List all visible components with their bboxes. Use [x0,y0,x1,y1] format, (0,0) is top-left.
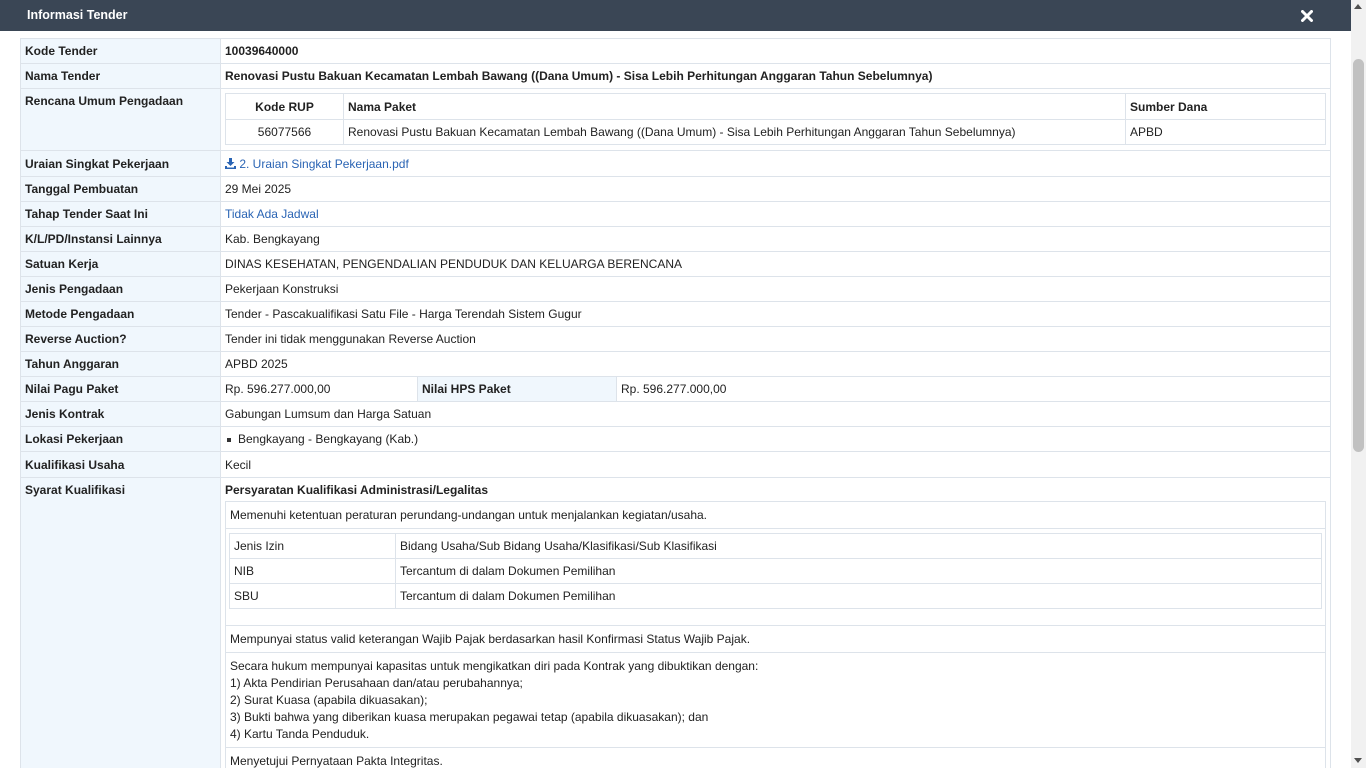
row-tahap [21,202,1331,227]
row-kontrak [21,402,1331,427]
value-kualifikasi: Kecil [221,452,1331,478]
row-metode [21,302,1331,327]
value-reverse: Tender ini tidak menggunakan Reverse Auction [221,327,1331,352]
requirement-pajak: Mempunyai status valid keterangan Wajib Pajak berdasarkan hasil Konfirmasi Status Wajib Pajak. [226,626,1325,653]
scroll-thumb[interactable] [1353,59,1364,452]
modal-header [0,0,1351,31]
value-nama-tender: Renovasi Pustu Bakuan Kecamatan Lembah Bawang ((Dana Umum) - Sisa Lebih Perhitungan Anggaran Tahun Sebelumnya) [221,64,1331,89]
izin-jenis: SBU [230,584,396,609]
rup-header-sumber: Sumber Dana [1126,94,1326,120]
label-instansi: K/L/PD/Instansi Lainnya [21,227,221,252]
row-instansi [21,227,1331,252]
pagu-cell [221,377,1331,402]
modal-title: Informasi Tender [27,8,128,22]
label-syarat: Syarat Kualifikasi [21,478,221,768]
bullet-icon [227,438,231,442]
value-jenis-pengadaan: Pekerjaan Konstruksi [221,277,1331,302]
syarat-section-title: Persyaratan Kualifikasi Administrasi/Legalitas [225,483,488,497]
scrollbar[interactable] [1351,0,1366,768]
uraian-file-name: 2. Uraian Singkat Pekerjaan.pdf [239,157,409,171]
izin-wrapper [226,529,1325,626]
kapasitas-line: 3) Bukti bahwa yang diberikan kuasa merupakan pegawai tetap (apabila dikuasakan); dan [230,710,709,724]
value-lokasi [221,427,1331,452]
kapasitas-line: 1) Akta Pendirian Perusahaan dan/atau perubahannya; [230,676,523,690]
row-jenis-pengadaan [21,277,1331,302]
row-uraian [21,151,1331,177]
label-nama-tender: Nama Tender [21,64,221,89]
label-kode-tender: Kode Tender [21,39,221,64]
value-tahap [221,202,1331,227]
rup-kode: 56077566 [226,120,344,145]
rup-header-row [226,94,1326,120]
value-satker: DINAS KESEHATAN, PENGENDALIAN PENDUDUK DAN KELUARGA BERENCANA [221,252,1331,277]
izin-header-row [230,534,1322,559]
row-satker [21,252,1331,277]
scroll-up-arrow-icon[interactable] [1354,4,1362,9]
label-lokasi: Lokasi Pekerjaan [21,427,221,452]
label-hps: Nilai HPS Paket [417,377,617,401]
label-reverse: Reverse Auction? [21,327,221,352]
lokasi-list-item [225,432,1326,447]
row-lokasi [21,427,1331,452]
tender-info-table [20,38,1331,768]
scroll-down-arrow-icon[interactable] [1354,758,1362,763]
label-rup: Rencana Umum Pengadaan [21,89,221,151]
row-rup [21,89,1331,151]
label-tahun: Tahun Anggaran [21,352,221,377]
izin-row [230,584,1322,609]
row-tahun [21,352,1331,377]
requirement-legalitas: Memenuhi ketentuan peraturan perundang-undangan untuk menjalankan kegiatan/usaha. [226,502,1325,529]
izin-bidang: Tercantum di dalam Dokumen Pemilihan [396,584,1322,609]
label-tahap: Tahap Tender Saat Ini [21,202,221,227]
izin-header-bidang: Bidang Usaha/Sub Bidang Usaha/Klasifikasi/Sub Klasifikasi [396,534,1322,559]
izin-jenis: NIB [230,559,396,584]
rup-header-nama: Nama Paket [344,94,1126,120]
izin-table [229,533,1322,609]
label-kontrak: Jenis Kontrak [21,402,221,427]
requirements-list [225,501,1326,768]
row-pagu [21,377,1331,402]
tahap-link[interactable]: Tidak Ada Jadwal [225,207,319,221]
label-jenis-pengadaan: Jenis Pengadaan [21,277,221,302]
kapasitas-line: 4) Kartu Tanda Penduduk. [230,727,370,741]
label-kualifikasi: Kualifikasi Usaha [21,452,221,478]
value-uraian [221,151,1331,177]
label-metode: Metode Pengadaan [21,302,221,327]
download-icon [225,158,236,169]
label-tanggal: Tanggal Pembuatan [21,177,221,202]
value-tahun: APBD 2025 [221,352,1331,377]
value-pagu: Rp. 596.277.000,00 [225,382,331,396]
value-metode: Tender - Pascakualifikasi Satu File - Harga Terendah Sistem Gugur [221,302,1331,327]
izin-row [230,559,1322,584]
row-syarat [21,478,1331,768]
value-hps: Rp. 596.277.000,00 [621,382,727,396]
value-kode-tender: 10039640000 [221,39,1331,64]
value-tanggal: 29 Mei 2025 [221,177,1331,202]
rup-table [225,93,1326,145]
row-reverse [21,327,1331,352]
row-kode-tender [21,39,1331,64]
value-kontrak: Gabungan Lumsum dan Harga Satuan [221,402,1331,427]
izin-header-jenis: Jenis Izin [230,534,396,559]
row-nama-tender [21,64,1331,89]
rup-nama: Renovasi Pustu Bakuan Kecamatan Lembah Bawang ((Dana Umum) - Sisa Lebih Perhitungan Anggaran Tahun Sebelumnya) [344,120,1126,145]
rup-header-kode: Kode RUP [226,94,344,120]
close-button[interactable] [1297,6,1317,26]
rup-sumber: APBD [1126,120,1326,145]
kapasitas-line: Secara hukum mempunyai kapasitas untuk mengikatkan diri pada Kontrak yang dibuktikan dengan: [230,659,759,673]
row-kualifikasi [21,452,1331,478]
row-tanggal [21,177,1331,202]
label-uraian: Uraian Singkat Pekerjaan [21,151,221,177]
requirement-kapasitas [226,653,1325,748]
rup-cell [221,89,1331,151]
syarat-cell [221,478,1331,768]
izin-bidang: Tercantum di dalam Dokumen Pemilihan [396,559,1322,584]
lokasi-text: Bengkayang - Bengkayang (Kab.) [238,432,419,446]
value-instansi: Kab. Bengkayang [221,227,1331,252]
close-icon [1301,10,1313,22]
tender-info-content [20,38,1331,768]
requirement-pakta: Menyetujui Pernyataan Pakta Integritas. [230,754,443,768]
kapasitas-line: 2) Surat Kuasa (apabila dikuasakan); [230,693,428,707]
label-pagu: Nilai Pagu Paket [21,377,221,402]
label-satker: Satuan Kerja [21,252,221,277]
rup-row [226,120,1326,145]
uraian-download-link[interactable] [225,157,409,171]
